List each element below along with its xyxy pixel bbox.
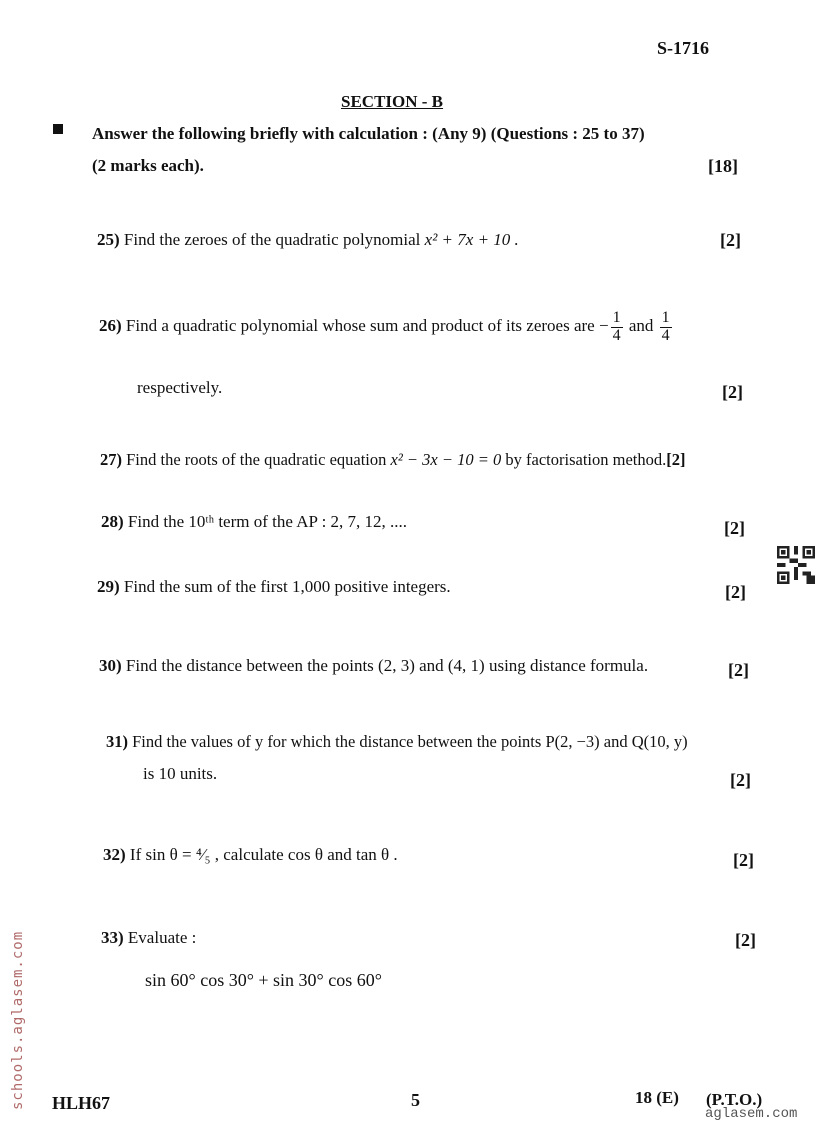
qr-code-icon bbox=[777, 546, 815, 584]
side-watermark: schools.aglasem.com bbox=[10, 930, 26, 1110]
question-33: 33) Evaluate : bbox=[101, 928, 197, 947]
section-total-marks: [18] bbox=[708, 156, 738, 176]
question-26: 26) Find a quadratic polynomial whose sum and product of its zeroes are − $\frac{1}{4}$ and $\frac{1}{4}$ bbox=[99, 309, 670, 344]
question-30: 30) Find the distance between the points (2, 3) and (4, 1) using distance formula. bbox=[99, 656, 649, 675]
question-26-line2: respectively. bbox=[137, 378, 223, 397]
marks: [2] bbox=[733, 850, 754, 870]
paper-code: S-1716 bbox=[657, 38, 710, 58]
page-number: 5 bbox=[411, 1090, 420, 1110]
footer-code: HLH67 bbox=[52, 1093, 111, 1113]
question-31-line2: is 10 units. bbox=[143, 764, 218, 783]
marks: [2] bbox=[725, 582, 746, 602]
marks: [2] bbox=[735, 930, 756, 950]
footer-right: 18 (E) bbox=[635, 1088, 679, 1107]
question-29: 29) Find the sum of the first 1,000 positive integers. bbox=[97, 577, 451, 596]
question-31: 31) Find the values of y for which the distance between the points P(2, −3) and Q(10, y) bbox=[106, 732, 688, 751]
question-32: 32) If sin θ = ⁴⁄₅ , calculate cos θ and tan θ . bbox=[103, 845, 398, 864]
question-33-expression: sin 60° cos 30° + sin 30° cos 60° bbox=[145, 970, 382, 990]
marks: [2] bbox=[728, 660, 749, 680]
question-25: 25) Find the zeroes of the quadratic polynomial x² + 7x + 10 . bbox=[97, 230, 519, 249]
section-instruction-line2: (2 marks each). bbox=[92, 156, 204, 175]
marks: [2] bbox=[724, 518, 745, 538]
section-title: SECTION - B bbox=[341, 92, 444, 111]
bullet-icon bbox=[53, 124, 63, 134]
question-28: 28) Find the 10ᵗʰ term of the AP : 2, 7, 12, .... bbox=[101, 512, 408, 531]
corner-watermark: aglasem.com bbox=[705, 1106, 798, 1122]
marks: [2] bbox=[720, 230, 741, 250]
question-27: 27) Find the roots of the quadratic equation x² − 3x − 10 = 0 by factorisation method.[2] bbox=[100, 450, 686, 469]
pto: (P.T.O.) bbox=[706, 1090, 763, 1109]
marks: [2] bbox=[730, 770, 751, 790]
section-instruction: Answer the following briefly with calculation : (Any 9) (Questions : 25 to 37) bbox=[92, 124, 645, 143]
marks: [2] bbox=[722, 382, 743, 402]
